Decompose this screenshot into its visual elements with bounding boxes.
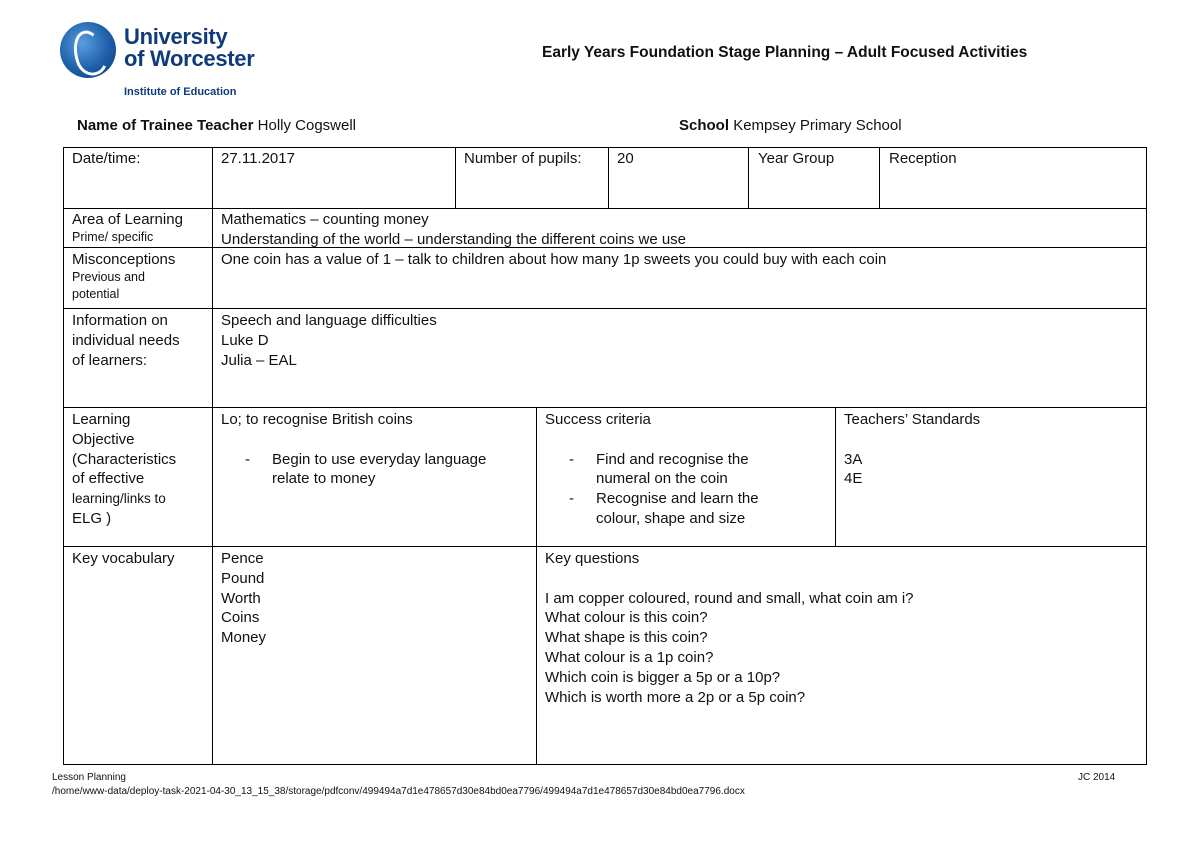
vocab-word: Pence [221,550,264,567]
footer-file-path: /home/www-data/deploy-task-2021-04-30_13_15_38/storage/pdfconv/499494a7d1e478657d30e84bd0ea7796/499494a7d1e478657d30e84bd0ea7796.docx [52,786,745,797]
learning-objective-cell [221,410,526,489]
date-value: 27.11.2017 [221,150,295,167]
list-item: - Recognise and learn the colour, shape and size [569,490,759,527]
objective-label-line: Objective [72,430,135,448]
question-item: I am copper coloured, round and small, what coin am i? [545,589,914,607]
misconceptions-sublabel-1: Previous and [72,270,145,284]
footer-right: JC 2014 [1078,772,1116,783]
needs-label-line: Information on [72,312,168,329]
question-item: Which coin is bigger a 5p or a 10p? [545,668,781,686]
document-title: Early Years Foundation Stage Planning – Adult Focused Activities [542,44,1028,61]
needs-line: Luke D [221,331,269,349]
school-label: School [679,117,730,134]
needs-line: Speech and language difficulties [221,312,437,329]
vocab-word: Worth [221,589,261,607]
school-line [679,117,902,134]
pupils-label: Number of pupils: [464,150,582,167]
area-label: Area of Learning [72,211,183,228]
success-bullet-text: Recognise and learn the colour, shape and size [596,490,759,527]
list-item: - Find and recognise the numeral on the coin [569,450,749,488]
objective-label [72,410,207,529]
pupils-value: 20 [617,150,634,167]
school-name: Kempsey Primary School [733,117,902,134]
lo-title: Lo; to recognise British coins [221,411,413,428]
area-line-1: Mathematics – counting money [221,211,429,228]
institute-name: Institute of Education [124,86,237,98]
objective-label-line: (Characteristics [72,450,177,468]
area-line-2: Understanding of the world – understanding the different coins we use [221,231,687,248]
misconceptions-text: One coin has a value of 1 – talk to children about how many 1p sweets you could buy with each coin [221,251,887,268]
footer-left-line1: Lesson Planning [52,772,126,783]
needs-label [72,311,180,370]
logo-text-line2: of Worcester [124,46,255,71]
list-item: - Begin to use everyday language relate to money [245,450,487,488]
objective-label-small: learning/links to [72,491,166,507]
vocab-word: Pound [221,569,265,587]
objective-label-line-small [72,489,207,509]
trainee-label: Name of Trainee Teacher [77,117,254,134]
question-item: Which is worth more a 2p or a 5p coin? [545,688,806,706]
standards-title: Teachers’ Standards [844,411,981,428]
misconceptions-sublabel-2: potential [72,287,120,301]
objective-label-line: of effective [72,470,145,488]
needs-label-line: individual needs [72,331,180,349]
needs-line: Julia – EAL [221,351,297,369]
area-sublabel: Prime/ specific [72,230,154,244]
vocab-words [221,549,266,648]
year-group-label: Year Group [758,150,835,167]
objective-label-end: ELG ) [72,509,112,527]
lo-bullet-text: Begin to use everyday language relate to money [272,450,487,488]
year-group-value: Reception [889,150,957,167]
objective-label-line: Learning [72,411,131,428]
question-item: What shape is this coin? [545,629,708,647]
question-item: What colour is a 1p coin? [545,648,714,666]
logo-text-line1: University [124,24,228,49]
teachers-standards-cell [844,410,1139,489]
success-criteria-cell [545,410,825,529]
success-title: Success criteria [545,411,651,428]
standard-item: 4E [844,470,863,488]
question-item: What colour is this coin? [545,609,708,627]
trainee-line [77,117,356,134]
misconceptions-label: Misconceptions [72,251,176,268]
needs-label-line: of learners: [72,351,148,369]
questions-title: Key questions [545,550,640,567]
vocab-label: Key vocabulary [72,550,175,567]
vocab-word: Money [221,629,267,647]
success-bullet-text: Find and recognise the numeral on the coin [596,450,749,488]
key-questions-cell [545,549,914,707]
date-label: Date/time: [72,150,141,167]
vocab-word: Coins [221,609,260,627]
trainee-name: Holly Cogswell [257,117,357,134]
standard-item: 3A [844,450,863,468]
needs-content [221,311,437,370]
